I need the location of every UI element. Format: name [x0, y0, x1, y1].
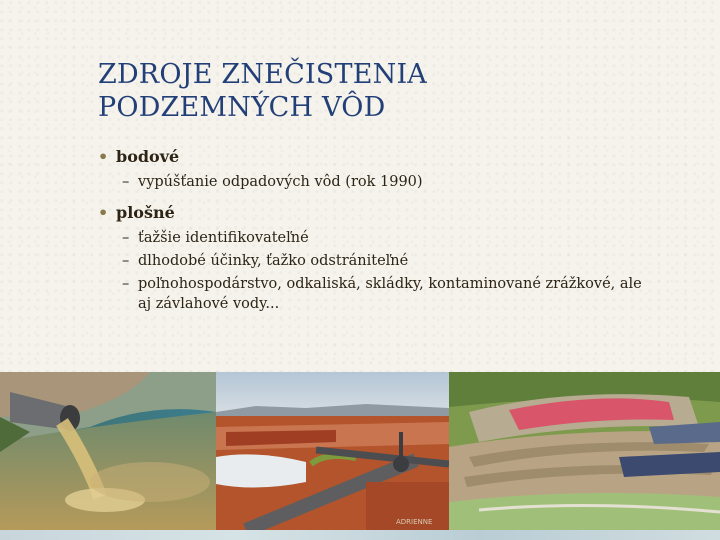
subitem-polnohospodarstvo: – poľnohospodárstvo, odkaliská, skládky, kontaminované zrážkové, ale aj závlahové vody...	[122, 274, 658, 314]
photo-strip	[0, 372, 720, 530]
slide-title-line-2: PODZEMNÝCH VÔD	[98, 92, 386, 123]
subitem-identifikovatelne: – ťažšie identifikovateľné	[122, 228, 658, 248]
subitem-dlhodobe-ucinky: – dlhodobé účinky, ťažko odstrániteľné	[122, 251, 658, 271]
subitem-vypustanie: – vypúšťanie odpadových vôd (rok 1990)	[122, 172, 658, 192]
photo-tailings-ponds	[449, 372, 720, 530]
bullet-plosne: • plošné	[98, 202, 658, 224]
slide-title-line-1: ZDROJE ZNEČISTENIA	[98, 59, 428, 90]
sublist-plosne	[98, 228, 658, 314]
sublist-bodove	[98, 172, 658, 192]
svg-text:ADRIENNE: ADRIENNE	[396, 518, 433, 526]
slide-title	[98, 58, 658, 124]
bullet-bodove: • bodové	[98, 146, 658, 168]
photo-wastewater-pipe	[0, 372, 216, 530]
slide-content	[98, 146, 658, 324]
photo-red-sludge-pipes	[216, 372, 449, 530]
bottom-decorative-band	[0, 530, 720, 540]
